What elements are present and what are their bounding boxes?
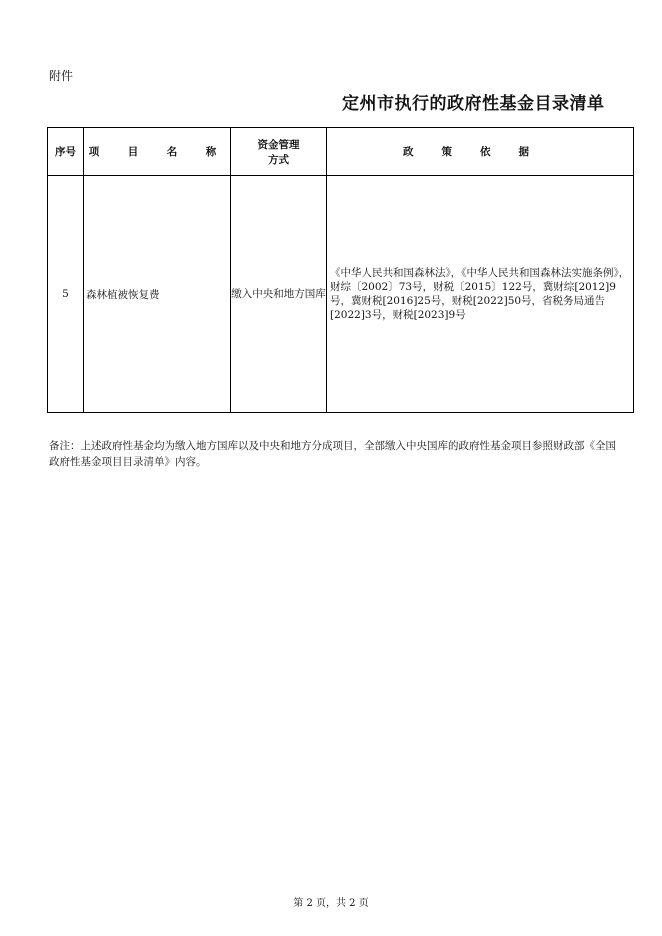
fund-catalog-table bbox=[47, 127, 634, 413]
header-basis: 政策依据 bbox=[327, 128, 634, 176]
table-header-row bbox=[48, 128, 634, 176]
document-title: 定州市执行的政府性基金目录清单 bbox=[342, 94, 605, 114]
header-management-line2: 方式 bbox=[268, 153, 289, 166]
footnote: 备注：上述政府性基金均为缴入地方国库以及中央和地方分成项目，全部缴入中央国库的政府性基金项目参照财政部《全国政府性基金项目目录清单》内容。 bbox=[49, 440, 616, 468]
header-management-line1: 资金管理 bbox=[257, 138, 300, 151]
page-number: 第 2 页，共 2 页 bbox=[293, 898, 369, 909]
table-row bbox=[48, 176, 634, 413]
cell-management: 缴入中央和地方国库 bbox=[231, 176, 327, 413]
cell-name: 森林植被恢复费 bbox=[84, 176, 231, 413]
header-index: 序号 bbox=[48, 128, 84, 176]
cell-basis: 《中华人民共和国森林法》，《中华人民共和国森林法实施条例》，财综〔2002〕73号，财税〔2015〕122号，冀财综[2012]9号，冀财税[2016]25号，财税[2022]50号，省税务局通告[2022]3号，财税[2023]9号 bbox=[327, 176, 634, 413]
cell-index: 5 bbox=[48, 176, 84, 413]
header-management bbox=[231, 128, 327, 176]
attachment-label: 附件 bbox=[49, 69, 74, 83]
header-name: 项 目 名 称 bbox=[84, 128, 231, 176]
